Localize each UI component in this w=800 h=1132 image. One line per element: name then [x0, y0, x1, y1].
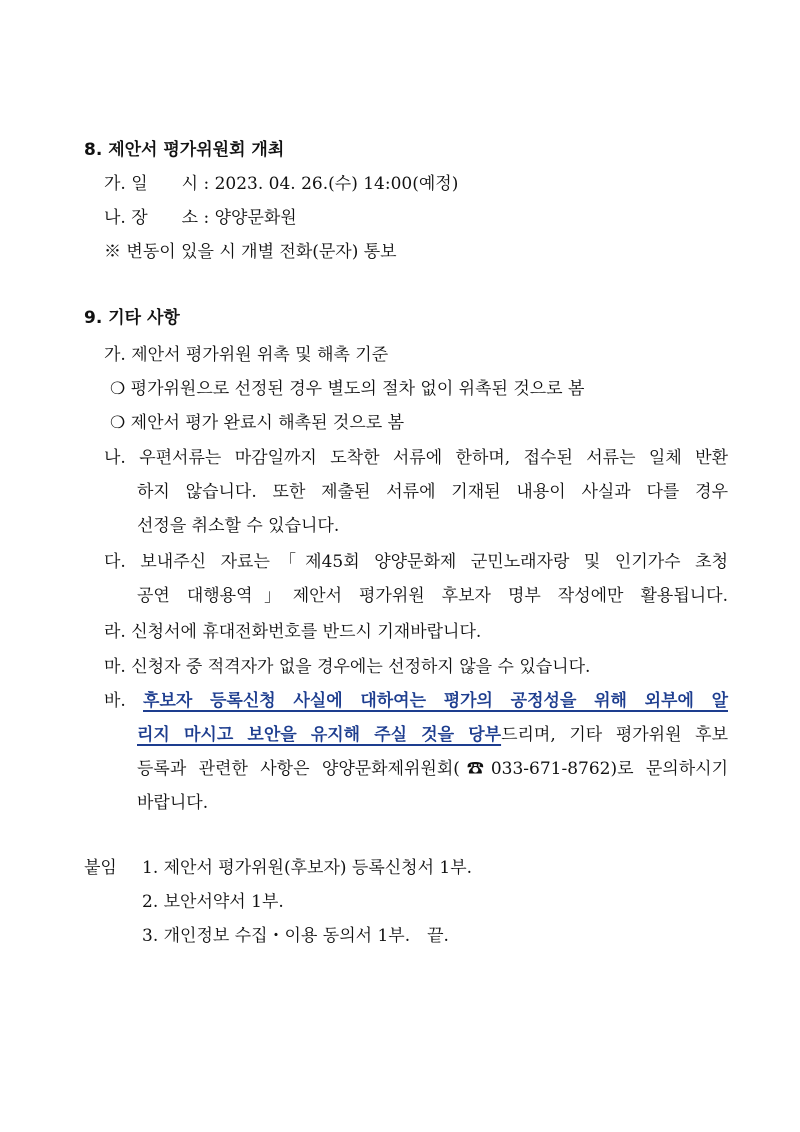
item-da-line-1: 다. 보내주신 자료는「제45회 양양문화제 군민노래자랑 및 인기가수 초청	[104, 552, 728, 572]
section-9-title: 9. 기타 사항	[84, 308, 180, 328]
item-da-line-2: 공연 대행용역」제안서 평가위원 후보자 명부 작성에만 활용됩니다.	[137, 586, 728, 606]
section-8-title: 8. 제안서 평가위원회 개최	[84, 140, 285, 160]
meeting-date: 가. 일 시 : 2023. 04. 26.(수) 14:00(예정)	[104, 174, 459, 194]
item-ma: 마. 신청자 중 적격자가 없을 경우에는 선정하지 않을 수 있습니다.	[104, 657, 591, 677]
item-na-line-3: 선정을 취소할 수 있습니다.	[137, 516, 340, 536]
attachment-1: 1. 제안서 평가위원(후보자) 등록신청서 1부.	[142, 858, 473, 878]
change-notice: ※ 변동이 있을 시 개별 전화(문자) 통보	[104, 242, 397, 262]
item-ba-line-3: 등록과 관련한 사항은 양양문화제위원회(☎033-671-8762)로 문의하시기	[137, 759, 728, 779]
item-ba-line-4: 바랍니다.	[137, 793, 209, 813]
item-na-line-2: 하지 않습니다. 또한 제출된 서류에 기재된 내용이 사실과 다를 경우	[137, 482, 728, 502]
security-request-highlight-1: 후보자 등록신청 사실에 대하여는 평가의 공정성을 위해 외부에 알	[143, 691, 728, 711]
item-ba-line-2	[137, 723, 728, 747]
item-ra: 라. 신청서에 휴대전화번호를 반드시 기재바랍니다.	[104, 622, 482, 642]
attachment-2: 2. 보안서약서 1부.	[142, 892, 284, 912]
meeting-place: 나. 장 소 : 양양문화원	[104, 208, 297, 228]
item-na-line-1: 나. 우편서류는 마감일까지 도착한 서류에 한하며, 접수된 서류는 일체 반환	[104, 448, 728, 468]
attachments-label: 붙임	[84, 858, 117, 878]
item-ga: 가. 제안서 평가위원 위촉 및 해촉 기준	[104, 345, 389, 365]
item-ba-rest: 드리며, 기타 평가위원 후보	[501, 725, 729, 745]
item-ba-prefix: 바.	[104, 691, 144, 711]
attachment-3: 3. 개인정보 수집・이용 동의서 1부. 끝.	[142, 926, 449, 946]
item-ga-bullet-1: ❍ 평가위원으로 선정된 경우 별도의 절차 없이 위촉된 것으로 봄	[110, 379, 585, 399]
item-ga-bullet-2: ❍ 제안서 평가 완료시 해촉된 것으로 봄	[110, 413, 404, 433]
item-ba-line-1	[104, 689, 728, 713]
security-request-highlight-2: 리지 마시고 보안을 유지해 주실 것을 당부	[137, 725, 502, 745]
